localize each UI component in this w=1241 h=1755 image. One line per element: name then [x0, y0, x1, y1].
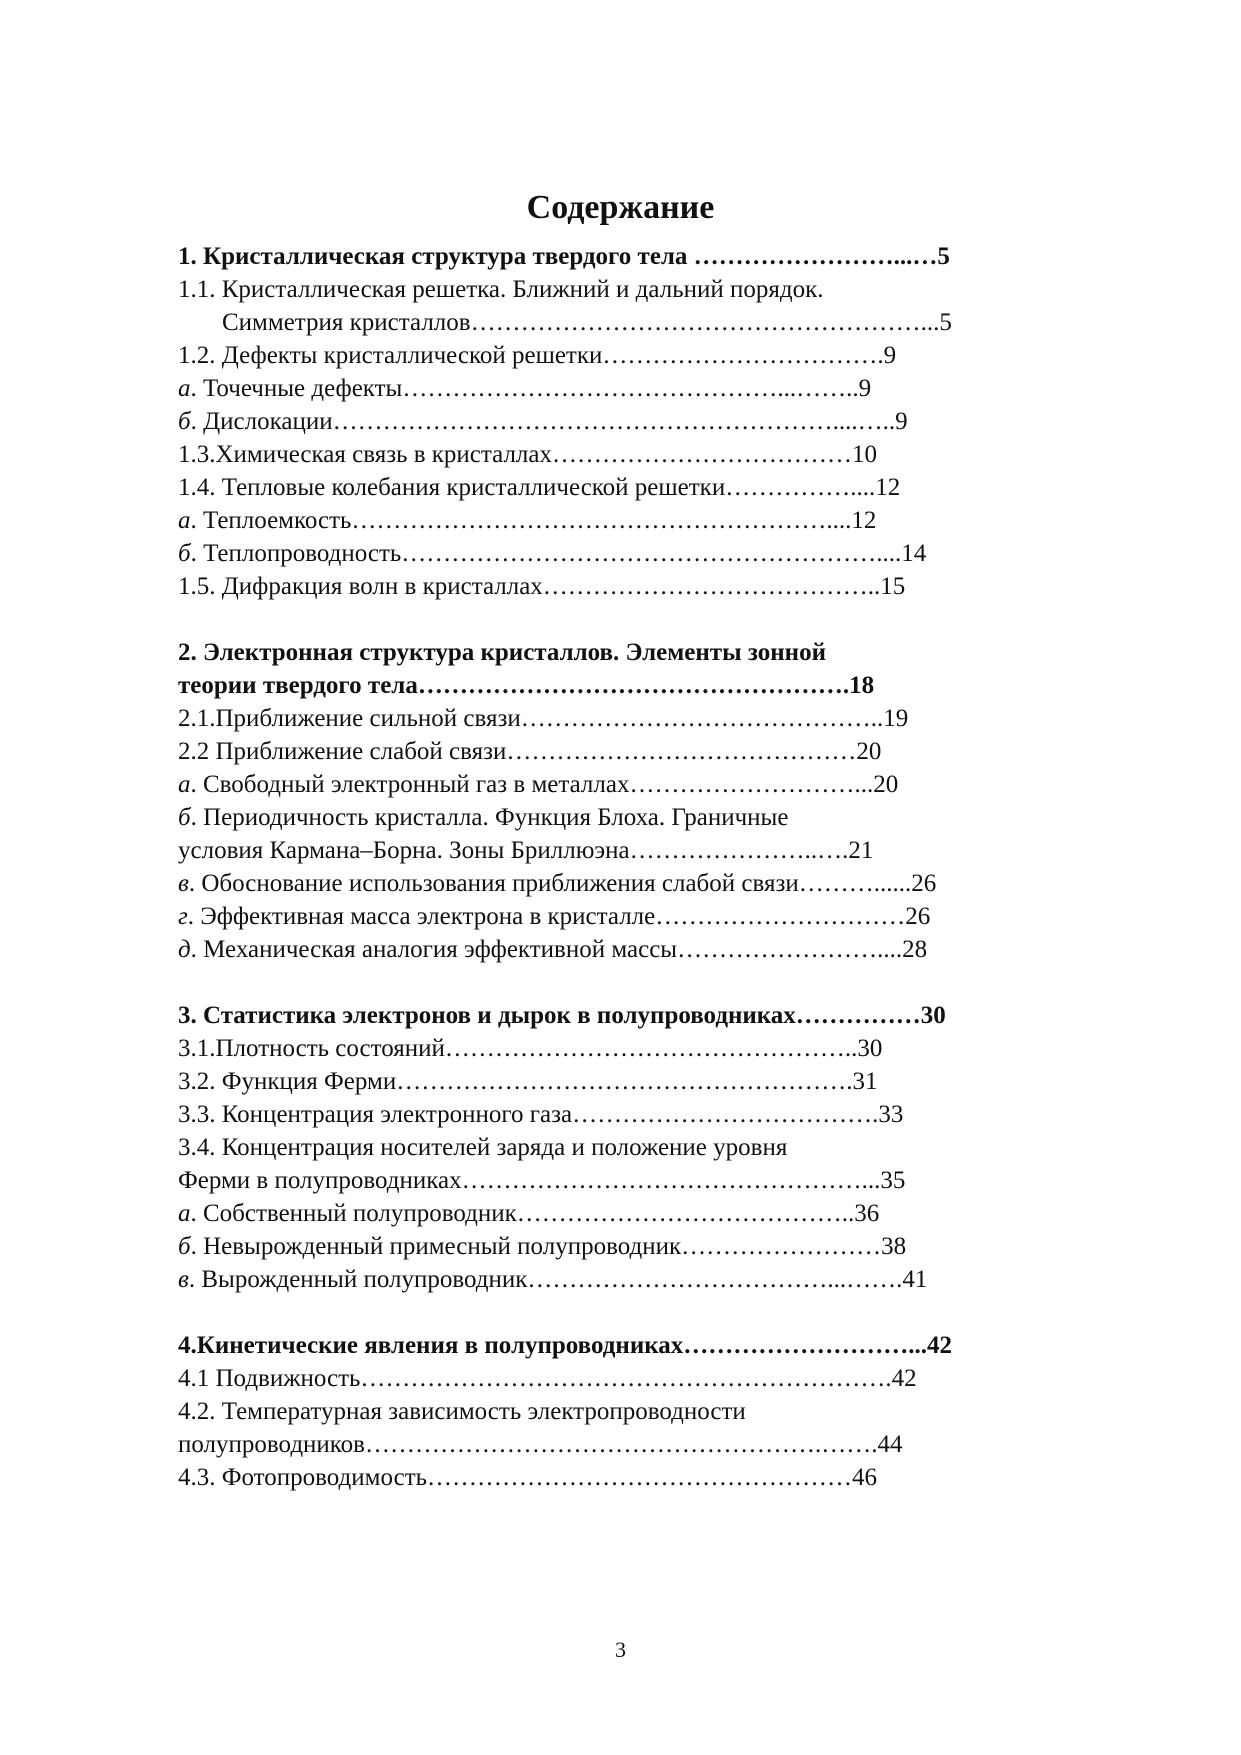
toc-entry-text: . Периодичность кристалла. Функция Блоха. Граничные: [190, 804, 789, 831]
toc-entry-text: . Собственный полупроводник…………………………………..36: [190, 1200, 880, 1227]
toc-entry: [178, 1197, 1088, 1230]
toc-entry-text: 3.2. Функция Ферми……………………………………………….31: [178, 1068, 878, 1095]
toc-entry-text: 1.5. Дифракция волн в кристаллах…………………………………..15: [178, 573, 906, 600]
toc-entry-text: условия Кармана–Борна. Зоны Бриллюэна…………………..….21: [178, 837, 874, 864]
toc-entry: [178, 867, 1088, 900]
toc-entry-marker: б: [178, 408, 191, 435]
toc-chapter-entry: [178, 636, 1088, 669]
toc-entry: [178, 306, 1088, 339]
toc-entry-text: 1.4. Тепловые колебания кристаллической решетки……………....12: [178, 474, 901, 501]
toc-entry: [178, 735, 1088, 768]
toc-entry: [178, 1395, 1088, 1428]
toc-entry-text: 2.1.Приближение сильной связи……………………………………..19: [178, 705, 909, 732]
toc-entry-text: . Свободный электронный газ в металлах………………………...20: [190, 771, 899, 798]
toc-entry: [178, 834, 1088, 867]
toc-entry: [178, 702, 1088, 735]
toc-entry: [178, 1131, 1088, 1164]
toc-entry: [178, 768, 1088, 801]
toc-entry: [178, 933, 1088, 966]
toc-entry: [178, 570, 1088, 603]
toc-entry-marker: а: [178, 375, 191, 402]
toc-entry: [178, 801, 1088, 834]
toc-entry: [178, 1164, 1088, 1197]
toc-entry-text: Ферми в полупроводниках…………………………………………...35: [178, 1167, 906, 1194]
toc-entry: [178, 900, 1088, 933]
table-of-contents: [178, 240, 1088, 1494]
toc-entry: [178, 471, 1088, 504]
toc-chapter-entry: [178, 1329, 1088, 1362]
toc-entry-text: . Теплопроводность…………………………………………………....14: [190, 540, 927, 567]
toc-chapter-entry: [178, 999, 1088, 1032]
toc-entry-text: Симметрия кристаллов………………………………………………...5: [222, 309, 952, 336]
toc-entry-marker: г: [178, 903, 188, 930]
toc-entry: [178, 438, 1088, 471]
toc-entry: [178, 537, 1088, 570]
toc-chapter-entry: [178, 669, 1088, 702]
toc-entry: [178, 504, 1088, 537]
toc-entry-marker: д: [178, 936, 191, 963]
toc-entry-marker: б: [178, 1233, 191, 1260]
toc-entry-marker: а: [178, 1200, 191, 1227]
toc-entry-text: 1. Кристаллическая структура твердого тела ……………………...…5: [178, 243, 950, 270]
toc-entry: [178, 1230, 1088, 1263]
toc-entry: [178, 1263, 1088, 1296]
toc-entry-text: . Дислокации……………………………………………………....…..9: [190, 408, 908, 435]
toc-entry-marker: б: [178, 804, 191, 831]
toc-entry-text: 1.1. Кристаллическая решетка. Ближний и дальний порядок.: [178, 276, 824, 303]
toc-entry: [178, 1362, 1088, 1395]
toc-entry-text: 2.2 Приближение слабой связи……………………………………20: [178, 738, 882, 765]
toc-entry-text: 4.1 Подвижность……………………………………………………….42: [178, 1365, 917, 1392]
page-title: Содержание: [526, 189, 715, 226]
toc-entry-text: . Вырожденный полупроводник………………………………...…….41: [188, 1266, 928, 1293]
toc-entry-text: 1.2. Дефекты кристаллической решетки…………………………….9: [178, 342, 897, 369]
toc-entry-marker: б: [178, 540, 191, 567]
toc-entry-marker: в: [178, 1266, 189, 1293]
toc-entry-text: 3.1.Плотность состояний…………………………………………..30: [178, 1035, 883, 1062]
toc-entry: [178, 1032, 1088, 1065]
toc-chapter-entry: [178, 240, 1088, 273]
toc-entry-text: . Точечные дефекты………………………………………...……..9: [190, 375, 872, 402]
toc-entry-text: 4.Кинетические явления в полупроводниках………………………...42: [178, 1332, 952, 1359]
toc-entry-text: 3.3. Концентрация электронного газа……………………………….33: [178, 1101, 904, 1128]
toc-entry: [178, 372, 1088, 405]
toc-entry: [178, 405, 1088, 438]
toc-entry: [178, 339, 1088, 372]
page-number: 3: [615, 1637, 626, 1662]
toc-entry-text: . Механическая аналогия эффективной массы……………………....28: [190, 936, 928, 963]
toc-entry-text: полупроводников……………………………………………….…….44: [178, 1431, 903, 1458]
toc-entry-marker: а: [178, 771, 191, 798]
toc-entry-text: . Невырожденный примесный полупроводник……………………38: [190, 1233, 907, 1260]
toc-entry: [178, 1065, 1088, 1098]
toc-entry-text: . Эффективная масса электрона в кристалле…………………………26: [187, 903, 931, 930]
toc-entry: [178, 273, 1088, 306]
toc-entry-text: 4.3. Фотопроводимость……………………………………………46: [178, 1464, 878, 1491]
toc-entry-text: . Обоснование использования приближения слабой связи………......26: [188, 870, 937, 897]
toc-entry: [178, 1428, 1088, 1461]
toc-entry: [178, 1461, 1088, 1494]
toc-entry-marker: а: [178, 507, 191, 534]
toc-entry-marker: в: [178, 870, 189, 897]
toc-entry-text: теории твердого тела…………………………………………….18: [178, 672, 875, 699]
toc-entry-text: 2. Электронная структура кристаллов. Элементы зонной: [178, 639, 826, 666]
toc-entry-text: 3.4. Концентрация носителей заряда и положение уровня: [178, 1134, 788, 1161]
toc-entry-text: 3. Статистика электронов и дырок в полупроводниках……………30: [178, 1002, 946, 1029]
toc-entry-text: . Теплоемкость…………………………………………………....12: [190, 507, 877, 534]
toc-entry-text: 4.2. Температурная зависимость электропроводности: [178, 1398, 746, 1425]
toc-entry: [178, 1098, 1088, 1131]
toc-entry-text: 1.3.Химическая связь в кристаллах………………………………10: [178, 441, 877, 468]
